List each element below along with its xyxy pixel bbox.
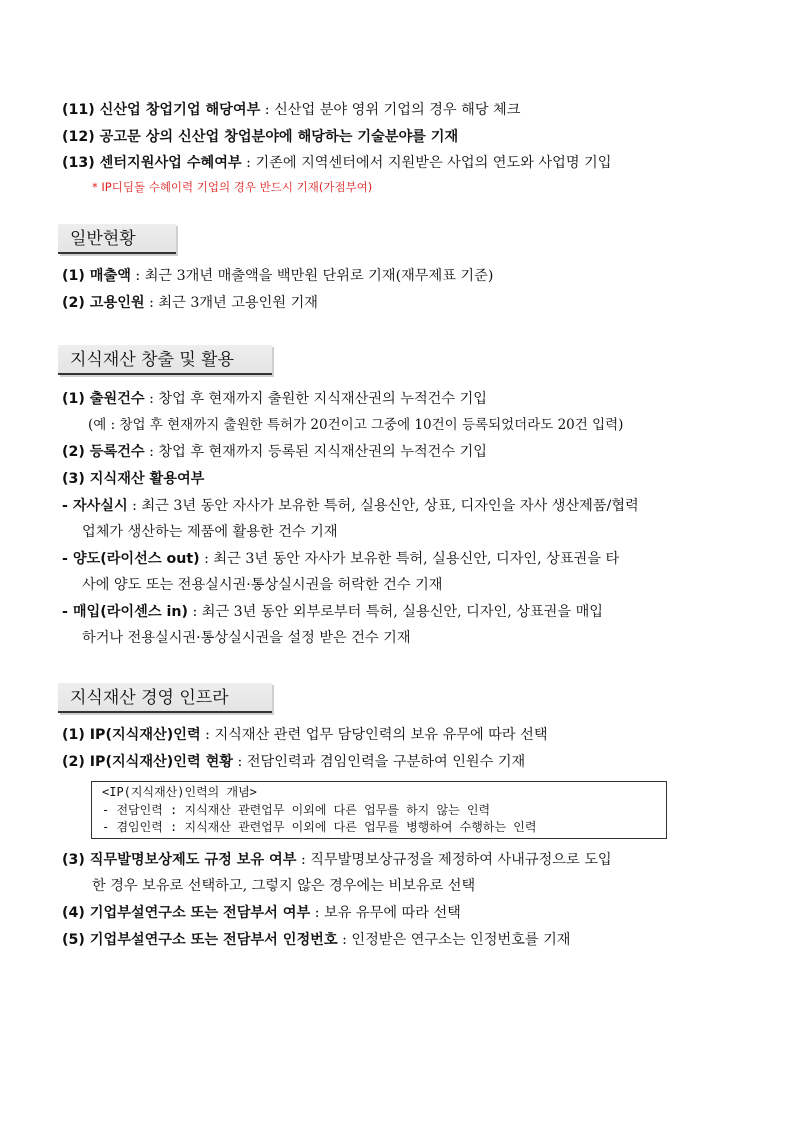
general-item-1	[62, 266, 737, 286]
ip-sub-3-cont: 하거나 전용실시권·통상실시권을 설정 받은 건수 기재	[82, 630, 411, 646]
item-desc: : 보유 유무에 따라 선택	[310, 905, 461, 921]
sub-desc: : 최근 3년 동안 자사가 보유한 특허, 실용신안, 상표, 디자인을 자사 생산제품/협력	[127, 498, 639, 514]
infra-item-3-cont: 한 경우 보유로 선택하고, 그렇지 않은 경우에는 비보유로 선택	[92, 878, 476, 894]
ip-concept-box	[91, 781, 667, 839]
ip-sub-3	[62, 602, 737, 622]
ip-item-1	[62, 389, 737, 409]
item-label: (1) 출원건수	[62, 391, 145, 407]
item-desc: : 신산업 분야 영위 기업의 경우 해당 체크	[260, 102, 521, 118]
item-label: (1) 매출액	[62, 268, 131, 284]
item-label: (2) IP(지식재산)인력 현황	[62, 754, 234, 770]
item-label: (12) 공고문 상의 신산업 창업분야에 해당하는 기술분야를 기재	[62, 129, 459, 145]
item-label: (13) 센터지원사업 수혜여부	[62, 155, 242, 171]
section-heading-ip: 지식재산 창출 및 활용	[58, 345, 272, 375]
sub-label: - 양도(라이선스 out)	[62, 551, 200, 567]
infra-item-1	[62, 725, 737, 745]
sub-desc: : 최근 3년 동안 자사가 보유한 특허, 실용신안, 디자인, 상표권을 타	[199, 551, 620, 567]
sub-label: - 자사실시	[62, 498, 128, 514]
item-desc: : 지식재산 관련 업무 담당인력의 보유 유무에 따라 선택	[200, 727, 548, 743]
item-label: (4) 기업부설연구소 또는 전담부서 여부	[62, 905, 311, 921]
section-heading-infra: 지식재산 경영 인프라	[58, 683, 272, 713]
item-desc: : 인정받은 연구소는 인정번호를 기재	[337, 932, 571, 948]
item-11	[62, 100, 737, 120]
item-label: (11) 신산업 창업기업 해당여부	[62, 102, 261, 118]
item-12	[62, 127, 737, 147]
infra-item-4	[62, 903, 737, 923]
box-line-dedicated: - 전담인력 : 지식재산 관련업무 이외에 다른 업무를 하지 않는 인력	[102, 802, 491, 817]
item-label: (5) 기업부설연구소 또는 전담부서 인정번호	[62, 932, 338, 948]
item-desc: : 전담인력과 겸임인력을 구분하여 인원수 기재	[233, 754, 526, 770]
item-desc: : 최근 3개년 고용인원 기재	[144, 295, 319, 311]
item-label: (2) 등록건수	[62, 444, 145, 460]
item-label: (3) 지식재산 활용여부	[62, 471, 205, 487]
item-desc: : 기존에 지역센터에서 지원받은 사업의 연도와 사업명 기입	[241, 155, 612, 171]
item-desc: : 창업 후 현재까지 출원한 지식재산권의 누적건수 기입	[144, 391, 487, 407]
item-label: (3) 직무발명보상제도 규정 보유 여부	[62, 852, 297, 868]
ip-sub-1	[62, 496, 737, 516]
infra-item-2	[62, 752, 737, 772]
ip-item-1-example: (예 : 창업 후 현재까지 출원한 특허가 20건이고 그중에 10건이 등록되었더라도 20건 입력)	[88, 417, 624, 433]
ip-sub-2	[62, 549, 737, 569]
box-line-concurrent: - 겸임인력 : 지식재산 관련업무 이외에 다른 업무를 병행하여 수행하는 인력	[102, 820, 537, 834]
section-heading-general: 일반현황	[58, 224, 176, 254]
sub-label: - 매입(라이센스 in)	[62, 604, 188, 620]
sub-desc: : 최근 3년 동안 외부로부터 특허, 실용신안, 디자인, 상표권을 매입	[187, 604, 604, 620]
item-desc: : 최근 3개년 매출액을 백만원 단위로 기재(재무제표 기준)	[130, 268, 494, 284]
ip-item-2	[62, 442, 737, 462]
item-label: (2) 고용인원	[62, 295, 145, 311]
ip-note: * IP디딤돌 수혜이력 기업의 경우 반드시 기재(가점부여)	[92, 180, 373, 194]
infra-item-3	[62, 850, 737, 870]
general-item-2	[62, 293, 737, 313]
item-desc: : 직무발명보상규정을 제정하여 사내규정으로 도입	[296, 852, 612, 868]
ip-item-3	[62, 469, 737, 489]
ip-sub-1-cont: 업체가 생산하는 제품에 활용한 건수 기재	[82, 524, 338, 540]
item-desc: : 창업 후 현재까지 등록된 지식재산권의 누적건수 기입	[144, 444, 487, 460]
item-13	[62, 153, 737, 173]
item-label: (1) IP(지식재산)인력	[62, 727, 201, 743]
ip-sub-2-cont: 사에 양도 또는 전용실시권·통상실시권을 허락한 건수 기재	[82, 577, 443, 593]
box-title: <IP(지식재산)인력의 개념>	[102, 785, 257, 799]
infra-item-5	[62, 930, 737, 950]
